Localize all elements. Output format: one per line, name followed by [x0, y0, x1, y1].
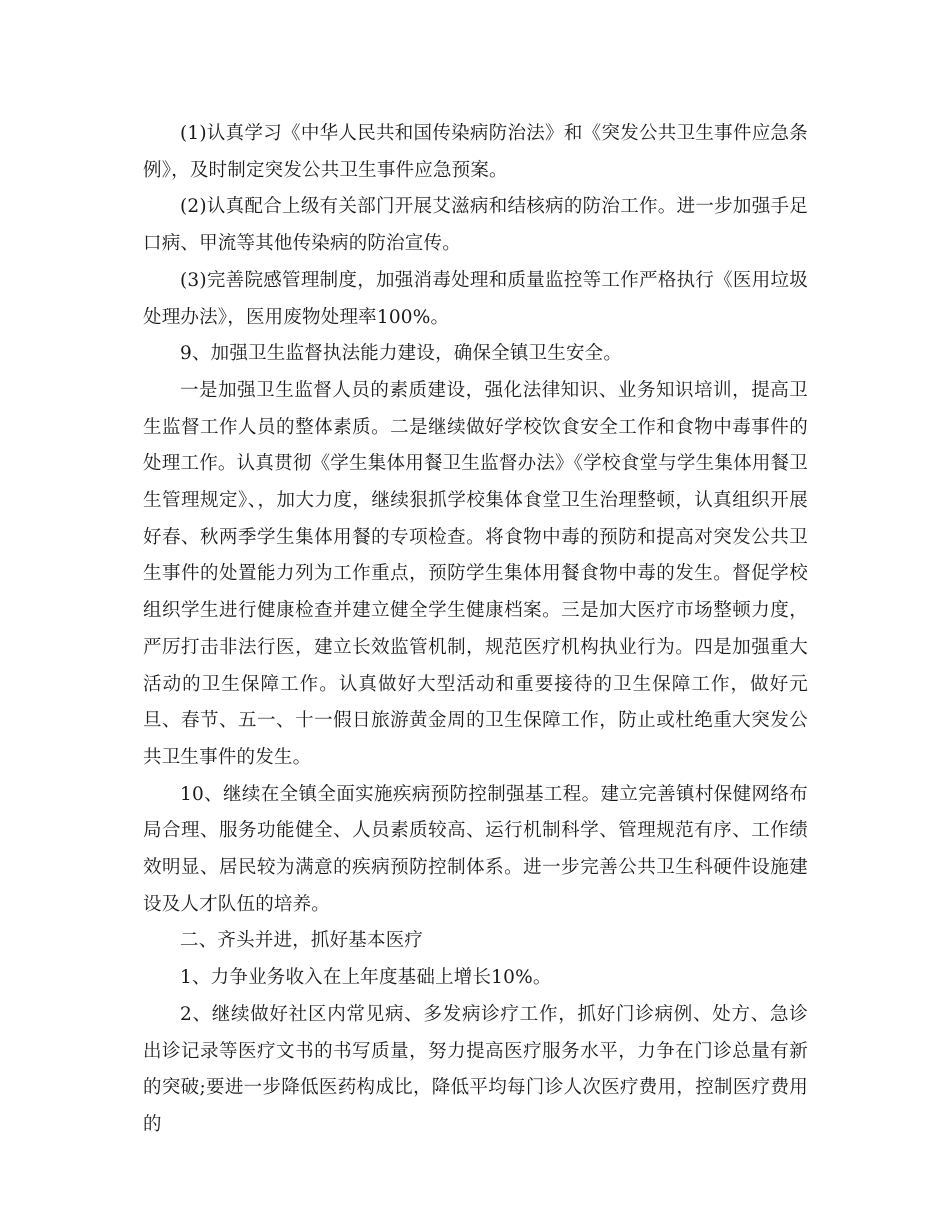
section-heading-10: 10、继续在全镇全面实施疾病预防控制强基工程。建立完善镇村保健网络布局合理、服务功能健全、人员素质较高、运行机制科学、管理规范有序、工作绩效明显、居民较为满意的疾病预防控制体系。进一步完善公共卫生科硬件设施建设及人才队伍的培养。 — [143, 783, 808, 915]
section-heading-9: 9、加强卫生监督执法能力建设，确保全镇卫生安全。 — [180, 343, 623, 365]
paragraph-item-income: 1、力争业务收入在上年度基础上增长10%。 — [180, 967, 552, 989]
section-heading-part-2: 二、齐头并进，抓好基本医疗 — [180, 930, 424, 952]
paragraph-item-1: (1)认真学习《中华人民共和国传染病防治法》和《突发公共卫生事件应急条例》，及时制定突发公共卫生事件应急预案。 — [143, 123, 808, 181]
paragraph-supervision: 一是加强卫生监督人员的素质建设，强化法律知识、业务知识培训，提高卫生监督工作人员的整体素质。二是继续做好学校饮食安全工作和食物中毒事件的处理工作。认真贯彻《学生集体用餐卫生监督办法》《学校食堂与学生集体用餐卫生管理规定》、，加大力度，继续狠抓学校集体食堂卫生治理整顿，认真组织开展好春、秋两季学生集体用餐的专项检查。将食物中毒的预防和提高对突发公共卫生事件的处置能力列为工作重点，预防学生集体用餐食物中毒的发生。督促学校组织学生进行健康检查并建立健全学生健康档案。三是加大医疗市场整顿力度，严厉打击非法行医，建立长效监管机制，规范医疗机构执业行为。四是加强重大活动的卫生保障工作。认真做好大型活动和重要接待的卫生保障工作，做好元旦、春节、五一、十一假日旅游黄金周的卫生保障工作，防止或杜绝重大突发公共卫生事件的发生。 — [143, 379, 808, 768]
document-body — [143, 116, 808, 1144]
paragraph-item-2: (2)认真配合上级有关部门开展艾滋病和结核病的防治工作。进一步加强手足口病、甲流等其他传染病的防治宣传。 — [143, 196, 808, 255]
paragraph-item-clinic: 2、继续做好社区内常见病、多发病诊疗工作，抓好门诊病例、处方、急诊出诊记录等医疗文书的书写质量，努力提高医疗服务水平，力争在门诊总量有新的突破;要进一步降低医药构成比，降低平均每门诊人次医疗费用，控制医疗费用的 — [143, 1003, 808, 1135]
paragraph-item-3: (3)完善院感管理制度，加强消毒处理和质量监控等工作严格执行《医用垃圾处理办法》，医用废物处理率100%。 — [143, 269, 808, 328]
